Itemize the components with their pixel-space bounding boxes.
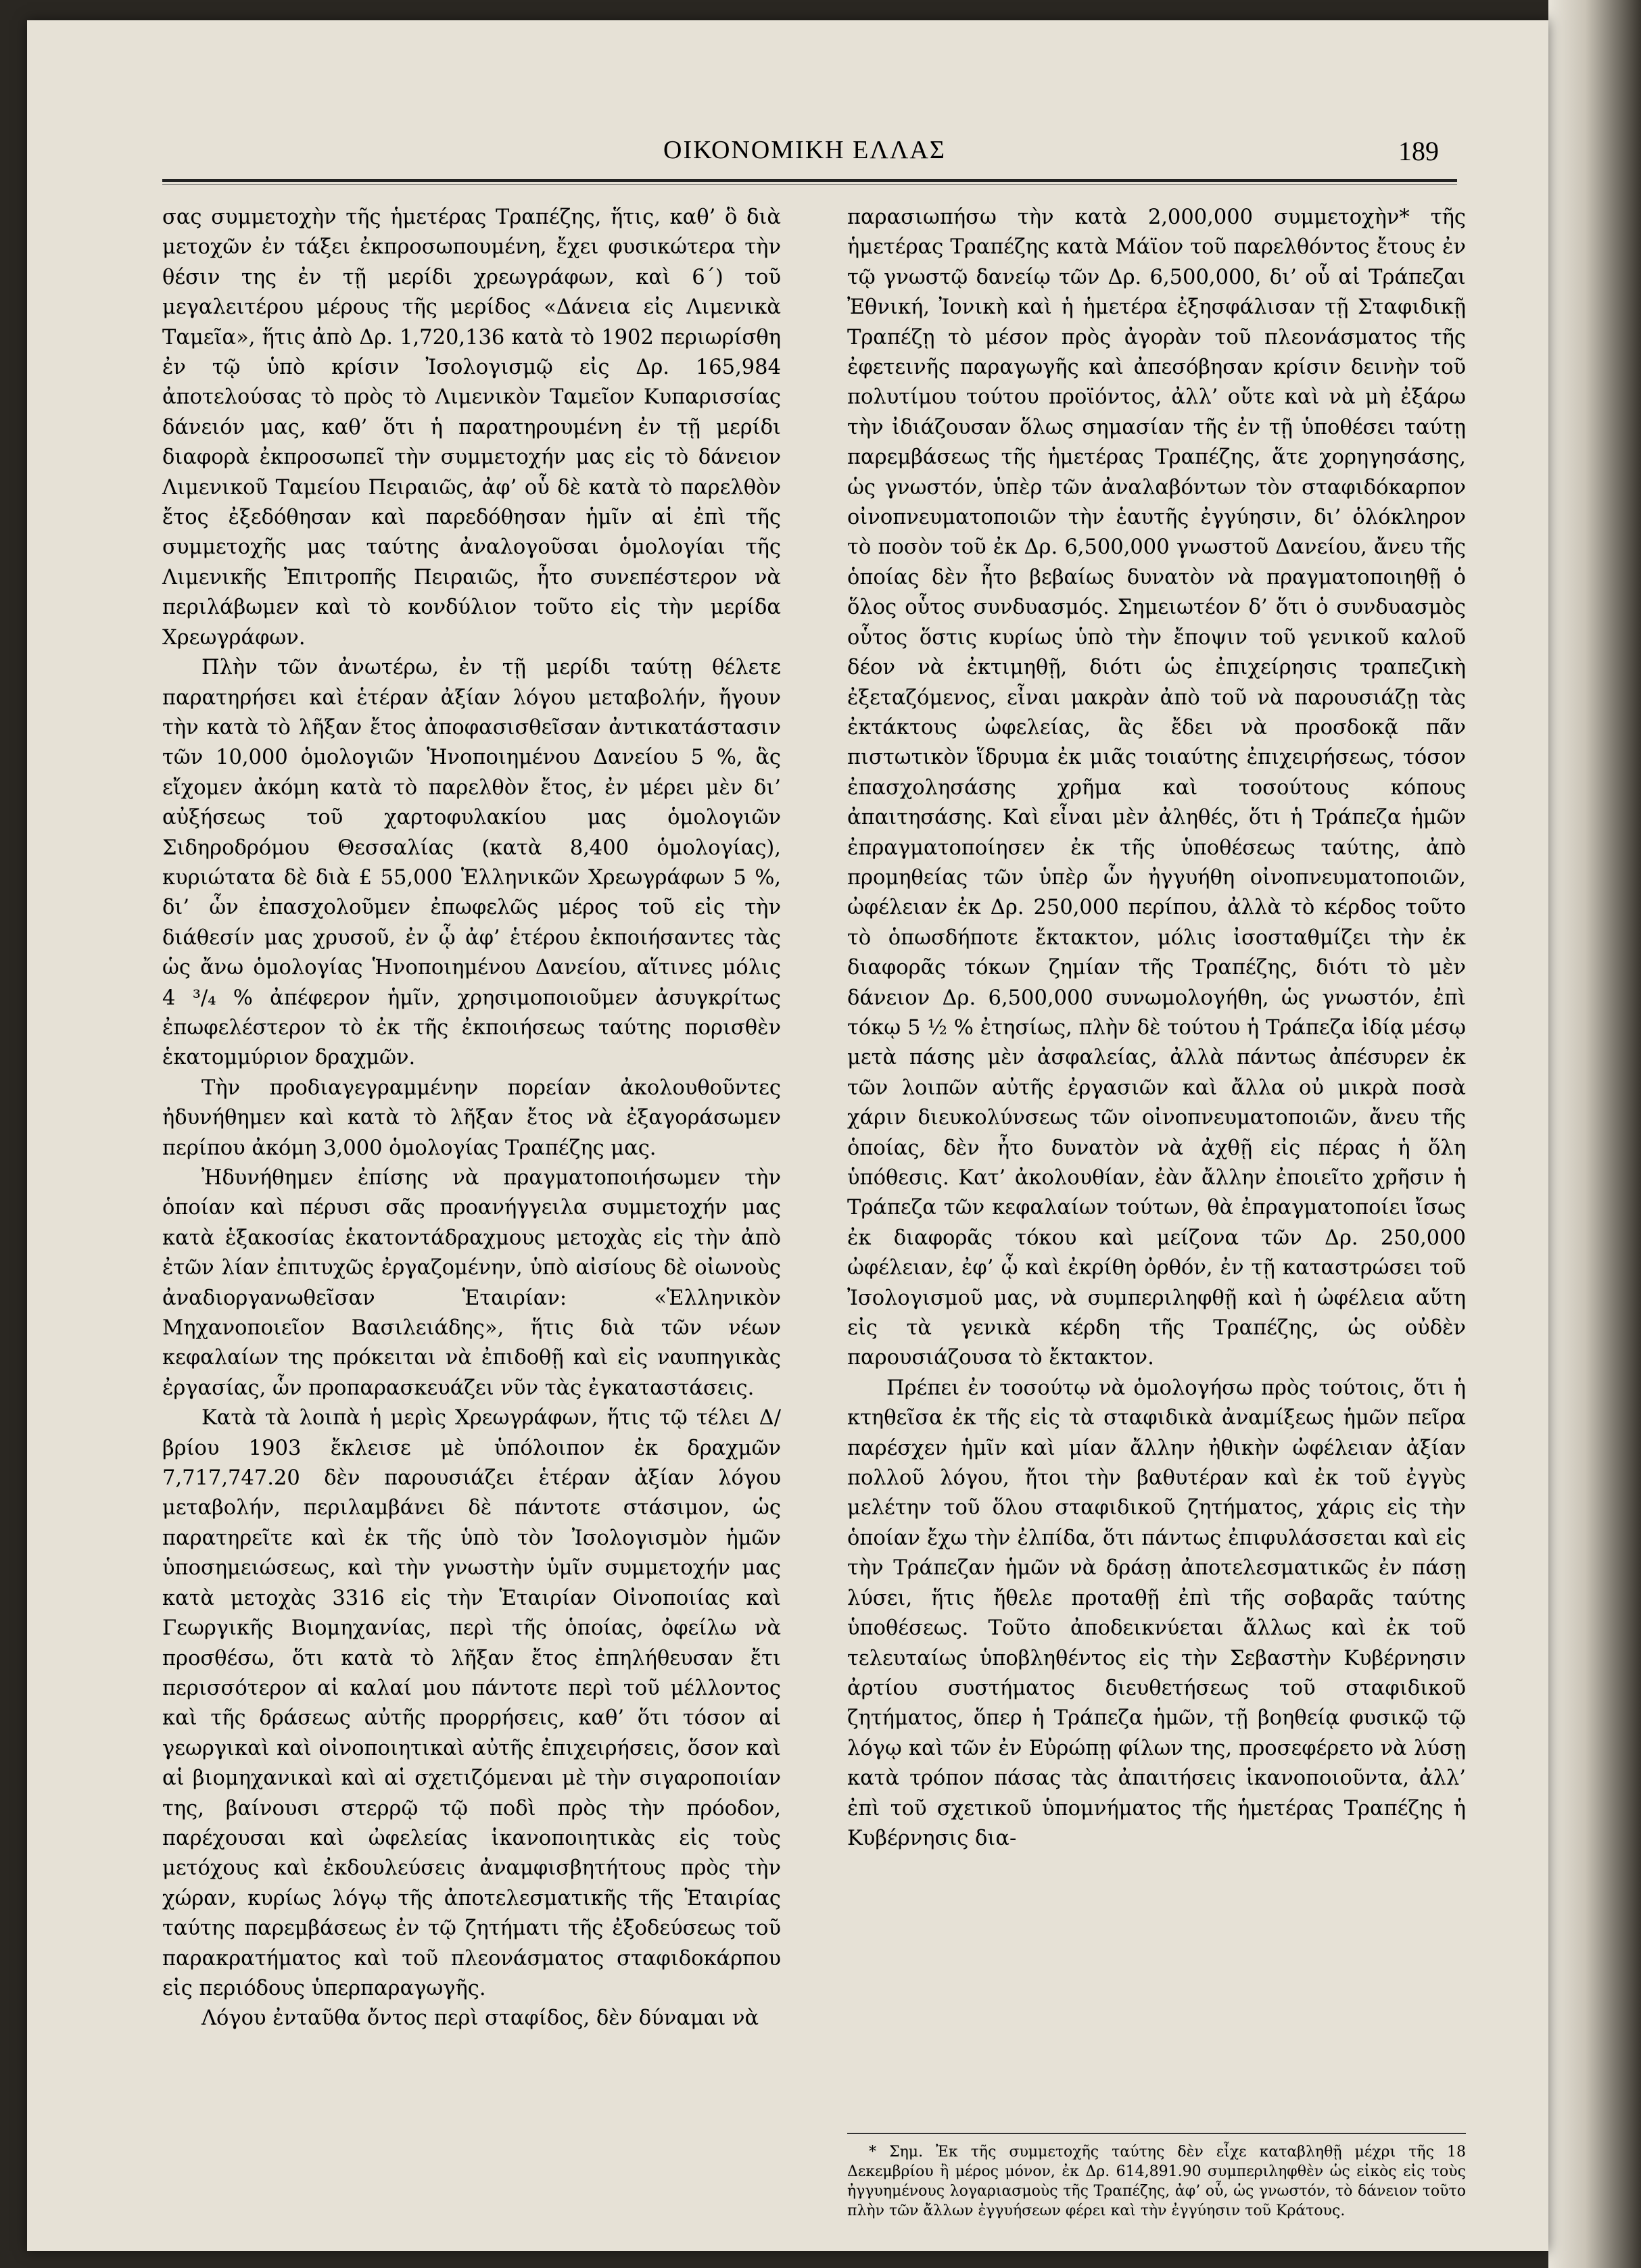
paragraph: Τὴν προδιαγεγραμμένην πορείαν ἀκολουθοῦντες ἠδυνήθημεν καὶ κατὰ τὸ λῆξαν ἔτος νὰ ἐξαγοράσωμεν περίπου ἀκόμη 3,000 ὁμολογίας Τραπέζης μας.	[162, 1076, 781, 1160]
paragraph: Λόγου ἐνταῦθα ὄντος περὶ σταφίδος, δὲν δύναμαι νὰ	[201, 2006, 759, 2031]
paragraph: Πλὴν τῶν ἀνωτέρω, ἐν τῇ μερίδι ταύτῃ θέλετε παρατηρήσει καὶ ἑτέραν ἀξίαν λόγου μεταβολήν, ἤγουν τὴν κατὰ τὸ λῆξαν ἔτος ἀποφασισθεῖσαν ἀντικατάστασιν τῶν 10,000 ὁμολογιῶν Ἡνοποιημένου Δανείου 5 %, ἃς εἴχομεν ἀκόμη κατὰ τὸ παρελθὸν ἔτος, ἐν μέρει μὲν δι’ αὐξήσεως τοῦ χαρτοφυλακίου μας ὁμολογιῶν Σιδηροδρόμου Θεσσαλίας (κατὰ 8,400 ὁμολογίας), κυριώτατα δὲ διὰ £ 55,000 Ἑλληνικῶν Χρεωγράφων 5 %, δι’ ὧν ἐπασχολοῦμεν ἐπωφελῶς μέρος τοῦ εἰς τὴν διάθεσίν μας χρυσοῦ, ἐν ᾧ ἀφ’ ἑτέρου ἐκποιήσαντες τὰς ὡς ἄνω ὁμολογίας Ἡνοποιημένου Δανείου, αἵτινες μόλις 4 ³/₄ % ἀπέφερον ἡμῖν, χρησιμοποιοῦμεν ἀσυγκρίτως ἐπωφελέστερον τὸ ἐκ τῆς ἐκποιήσεως ταύτης πορισθὲν ἑκατομμύριον δραχμῶν.	[162, 656, 781, 1070]
footnote-text: * Σημ. Ἐκ τῆς συμμετοχῆς ταύτης δὲν εἶχε καταβληθῇ μέχρι τῆς 18 Δεκεμβρίου ἢ μέρος μόνον, ἐκ Δρ. 614,891.90 συμπεριληφθὲν ὡς εἰκὸς εἰς τοὺς ἠγγυημένους λογαριασμοὺς τῆς Τραπέζης, ἀφ’ οὗ, ὡς γνωστόν, τὸ δάνειον τοῦτο πλὴν τῶν ἄλλων ἐγγυήσεων φέρει καὶ τὴν ἐγγύησιν τοῦ Κράτους.	[847, 2144, 1466, 2219]
page-header	[162, 128, 1447, 183]
paragraph: Ἠδυνήθημεν ἐπίσης νὰ πραγματοποιήσωμεν τὴν ὁποίαν καὶ πέρυσι σᾶς προανήγγειλα συμμετοχήν μας κατὰ ἑξακοσίας ἑκατοντάδραχμους μετοχὰς εἰς τὴν ἀπὸ ἐτῶν λίαν ἐπιτυχῶς ἐργαζομένην, ὑπὸ αἰσίους δὲ οἰωνοὺς ἀναδιοργανωθεῖσαν Ἑταιρίαν: «Ἑλληνικὸν Μηχανοποιεῖον Βασιλειάδης», ἥτις διὰ τῶν νέων κεφαλαίων της πρόκειται νὰ ἐπιδοθῇ καὶ εἰς ναυπηγικὰς ἐργασίας, ὧν προπαρασκευάζει νῦν τὰς ἐγκαταστάσεις.	[162, 1166, 781, 1400]
paragraph: Πρέπει ἐν τοσούτῳ νὰ ὁμολογήσω πρὸς τούτοις, ὅτι ἡ κτηθεῖσα ἐκ τῆς εἰς τὰ σταφιδικὰ ἀναμίξεως ἡμῶν πεῖρα παρέσχεν ἡμῖν καὶ μίαν ἄλλην ἠθικὴν ὠφέλειαν ἀξίαν πολλοῦ λόγου, ἤτοι τὴν βαθυτέραν καὶ ἐκ τοῦ ἐγγὺς μελέτην τοῦ ὅλου σταφιδικοῦ ζητήματος, χάρις εἰς τὴν ὁποίαν ἔχω τὴν ἐλπίδα, ὅτι πάντως ἐπιφυλάσσεται καὶ εἰς τὴν Τράπεζαν ἡμῶν νὰ δράσῃ ἀποτελεσματικῶς ἐν πάσῃ λύσει, ἥτις ἤθελε προταθῇ ἐπὶ τῆς σοβαρᾶς ταύτης ὑποθέσεως. Τοῦτο ἀποδεικνύεται ἄλλως καὶ ἐκ τοῦ τελευταίως ὑποβληθέντος εἰς τὴν Σεβαστὴν Κυβέρνησιν ἀρτίου συστήματος διευθετήσεως τοῦ σταφιδικοῦ ζητήματος, ὅπερ ἡ Τράπεζα ἡμῶν, τῇ βοηθείᾳ φυσικῷ τῷ λόγῳ καὶ τῶν ἐν Εὐρώπῃ φίλων της, προσεφέρετο νὰ λύσῃ κατὰ τρόπον πάσας τὰς ἀπαιτήσεις ἱκανοποιοῦντα, ἀλλ’ ἐπὶ τοῦ σχετικοῦ ὑπομνήματος τῆς ἡμετέρας Τραπέζης ἡ Κυβέρνησις δια-	[847, 1376, 1466, 1850]
page-number: 189	[1398, 136, 1439, 166]
paragraph: παρασιωπήσω τὴν κατὰ 2,000,000 συμμετοχὴν* τῆς ἡμετέρας Τραπέζης κατὰ Μάϊον τοῦ παρελθόντος ἔτους ἐν τῷ γνωστῷ δανείῳ τῶν Δρ. 6,500,000, δι’ οὗ αἱ Τράπεζαι Ἐθνική, Ἰονικὴ καὶ ἡ ἡμετέρα ἐξησφάλισαν τῇ Σταφιδικῇ Τραπέζῃ τὸ μέσον πρὸς ἀγορὰν τοῦ πλεονάσματος τῆς ἐφετεινῆς παραγωγῆς καὶ ἀπεσόβησαν κρίσιν δεινὴν τοῦ πολυτίμου τούτου προϊόντος, ἀλλ’ οὔτε καὶ νὰ μὴ ἐξάρω τὴν ἰδιάζουσαν ὅλως σημασίαν τῆς ἐν τῇ ὑποθέσει ταύτῃ παρεμβάσεως τῆς ἡμετέρας Τραπέζης, ἅτε χορηγησάσης, ὡς γνωστόν, ὑπὲρ τῶν ἀναλαβόντων τὸν σταφιδόκαρπον οἰνοπνευματοποιῶν τὴν ἑαυτῆς ἐγγύησιν, δι’ ὁλόκληρον τὸ ποσὸν τοῦ ἐκ Δρ. 6,500,000 γνωστοῦ Δανείου, ἄνευ τῆς ὁποίας δὲν ἦτο βεβαίως δυνατὸν νὰ πραγματοποιηθῇ ὁ ὅλος οὗτος συνδυασμός. Σημειωτέον δ’ ὅτι ὁ συνδυασμὸς οὗτος ὅστις κυρίως ὑπὸ τὴν ἔποψιν τοῦ γενικοῦ καλοῦ δέον νὰ ἐκτιμηθῇ, διότι ὡς ἐπιχείρησις τραπεζικὴ ἐξεταζόμενος, εἶναι μακρὰν ἀπὸ τοῦ νὰ παρουσιάζῃ τὰς ἐκτάκτους ὠφελείας, ἃς ἔδει νὰ προσδοκᾷ πᾶν πιστωτικὸν ἵδρυμα ἐκ μιᾶς τοιαύτης ἐπιχειρήσεως, τόσον ἐπασχολησάσης χρῆμα καὶ τοσούτους κόπους ἀπαιτησάσης. Καὶ εἶναι μὲν ἀληθές, ὅτι ἡ Τράπεζα ἡμῶν ἐπραγματοποίησεν ἐκ τῆς ὑποθέσεως ταύτης, ἀπὸ προμηθείας τῶν ὑπὲρ ὧν ἠγγυήθη οἰνοπνευματοποιῶν, ὠφέλειαν ἐκ Δρ. 250,000 περίπου, ἀλλὰ τὸ κέρδος τοῦτο τὸ ὁπωσδήποτε ἔκτακτον, μόλις ἰσοσταθμίζει τὴν ἐκ διαφορᾶς τόκων ζημίαν τῆς Τραπέζης, διότι τὸ μὲν δάνειον Δρ. 6,500,000 συνωμολογήθη, ὡς γνωστόν, ἐπὶ τόκῳ 5 ½ % ἐτησίως, πλὴν δὲ τούτου ἡ Τράπεζα ἰδίᾳ μέσῳ μετὰ πάσης μὲν ἀσφαλείας, ἀλλὰ πάντως ἀπέσυρεν ἐκ τῶν λοιπῶν αὐτῆς ἐργασιῶν καὶ ἄλλα οὐ μικρὰ ποσὰ χάριν διευκολύνσεως τῶν οἰνοπνευματοποιῶν, ἄνευ τῆς ὁποίας, δὲν ἦτο δυνατὸν νὰ ἀχθῇ εἰς πέρας ἡ ὅλη ὑπόθεσις. Κατ’ ἀκολουθίαν, ἐὰν ἄλλην ἐποιεῖτο χρῆσιν ἡ Τράπεζα τῶν κεφαλαίων τούτων, θὰ ἐπραγματοποίει ἴσως ἐκ διαφορᾶς τόκου καὶ μείζονα τῶν Δρ. 250,000 ὠφέλειαν, ἐφ’ ᾧ καὶ ἐκρίθη ὀρθόν, ἐν τῇ καταστρώσει τοῦ Ἰσολογισμοῦ μας, νὰ συμπεριληφθῇ καὶ ἡ ὠφέλεια αὕτη εἰς τὰ γενικὰ κέρδη τῆς Τραπέζης, ὡς οὐδὲν παρουσιάζουσα τὸ ἔκτακτον.	[847, 206, 1466, 1370]
book-edge	[1548, 0, 1641, 2268]
paragraph: Κατὰ τὰ λοιπὰ ἡ μερὶς Χρεωγράφων, ἥτις τῷ τέλει Δ/βρίου 1903 ἔκλεισε μὲ ὑπόλοιπον ἐκ δραχμῶν 7,717,747.20 δὲν παρουσιάζει ἑτέραν ἀξίαν λόγου μεταβολήν, περιλαμβάνει δὲ πάντοτε στάσιμον, ὡς παρατηρεῖτε καὶ ἐκ τῆς ὑπὸ τὸν Ἰσολογισμὸν ἡμῶν ὑποσημειώσεως, καὶ τὴν γνωστὴν ὑμῖν συμμετοχήν μας κατὰ μετοχὰς 3316 εἰς τὴν Ἑταιρίαν Οἰνοποιίας καὶ Γεωργικῆς Βιομηχανίας, περὶ τῆς ὁποίας, ὀφείλω νὰ προσθέσω, ὅτι κατὰ τὸ λῆξαν ἔτος ἐπηλήθευσαν ἔτι περισσότερον αἱ καλαί μου πάντοτε περὶ τοῦ μέλλοντος καὶ τῆς δράσεως αὐτῆς προρρήσεις, καθ’ ὅτι τόσον αἱ γεωργικαὶ καὶ οἰνοποιητικαὶ αὐτῆς ἐπιχειρήσεις, ὅσον καὶ αἱ βιομηχανικαὶ καὶ αἱ σχετιζόμεναι μὲ τὴν σιγαροποιίαν της, βαίνουσι στερρῷ τῷ ποδὶ πρὸς τὴν πρόοδον, παρέχουσαι καὶ ὠφελείας ἱκανοποιητικὰς εἰς τοὺς μετόχους καὶ ἐκδουλεύσεις ἀναμφισβητήτους πρὸς τὴν χώραν, κυρίως λόγῳ τῆς ἀποτελεσματικῆς τῆς Ἑταιρίας ταύτης παρεμβάσεως ἐν τῷ ζητήματι τῆς ἐξοδεύσεως τοῦ παρακρατήματος καὶ τοῦ πλεονάσματος σταφιδοκάρπου εἰς περιόδους ὑπερπαραγωγῆς.	[162, 1406, 781, 2000]
left-column	[162, 203, 781, 2034]
header-rule	[162, 179, 1457, 185]
footnote	[847, 2133, 1466, 2221]
running-title: ΟΙΚΟΝΟΜΙΚΗ ΕΛΛΑΣ	[663, 136, 946, 164]
paragraph: σας συμμετοχὴν τῆς ἡμετέρας Τραπέζης, ἥτις, καθ’ ὃ διὰ μετοχῶν ἐν τάξει ἐκπροσωπουμένη, ἔχει φυσικώτερα τὴν θέσιν της ἐν τῇ μερίδι χρεωγράφων, καὶ 6΄) τοῦ μεγαλειτέρου μέρους τῆς μερίδος «Δάνεια εἰς Λιμενικὰ Ταμεῖα», ἥτις ἀπὸ Δρ. 1,720,136 κατὰ τὸ 1902 περιωρίσθη ἐν τῷ ὑπὸ κρίσιν Ἰσολογισμῷ εἰς Δρ. 165,984 ἀποτελούσας τὸ πρὸς τὸ Λιμενικὸν Ταμεῖον Κυπαρισσίας δάνειόν μας, καθ’ ὅτι ἡ παρατηρουμένη ἐν τῇ μερίδι διαφορὰ ἐκπροσωπεῖ τὴν συμμετοχήν μας εἰς τὸ δάνειον Λιμενικοῦ Ταμείου Πειραιῶς, ἀφ’ οὗ δὲ κατὰ τὸ παρελθὸν ἔτος ἐξεδόθησαν καὶ παρεδόθησαν ἡμῖν αἱ ἐπὶ τῆς συμμετοχῆς μας ταύτης ἀναλογοῦσαι ὁμολογίαι τῆς Λιμενικῆς Ἐπιτροπῆς Πειραιῶς, ἦτο συνεπέστερον νὰ περιλάβωμεν καὶ τὸ κονδύλιον τοῦτο εἰς τὴν μερίδα Χρεωγράφων.	[162, 206, 781, 650]
right-column	[847, 203, 1466, 1854]
